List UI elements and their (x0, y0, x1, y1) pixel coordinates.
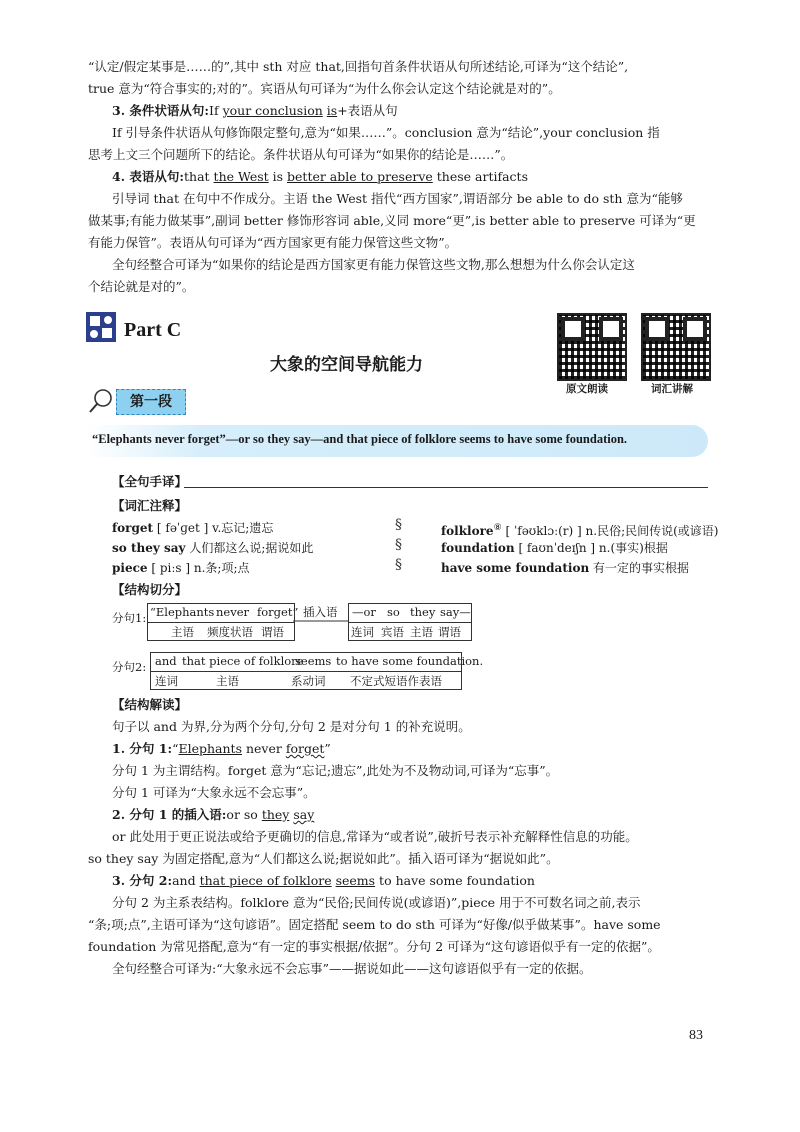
clause1-label: 分句1: (112, 611, 147, 625)
analysis-summary: 全句经整合可译为:“大象永远不会忘事”——据说如此——这句谚语似乎有一定的依据。 (112, 961, 592, 976)
analysis-text-1b: 分句 1 可译为“大象永远不会忘事”。 (112, 785, 316, 800)
predicative-text-1: 引导词 that 在句中不作成分。主语 the West 指代“西方国家”,谓语部分 be able to do sth 意为“能够 (112, 191, 683, 206)
clause1-word: “Elephants (150, 605, 215, 619)
insert-role: 谓语 (438, 625, 461, 639)
intro-line-1: “认定/假定某事是……的”,其中 sth 对应 that,回指句首条件状语从句所述结论,可译为“这个结论”, (88, 59, 629, 74)
paragraph-badge: 第一段 (116, 389, 186, 415)
intro-line-2: true 意为“符合事实的;对的”。宾语从句可译为“为什么你会认定这个结论就是对的”。 (88, 81, 561, 96)
insert-word: so (387, 605, 400, 619)
insert-word: say— (440, 605, 471, 619)
analysis-text-2a: or 此处用于更正说法或给予更确切的信息,常译为“或者说”,破折号表示补充解释性信息的功能。 (112, 829, 638, 844)
clause2-label: 分句2: (112, 660, 147, 674)
insert-word: —or (352, 605, 376, 619)
clause1-word: never (216, 605, 250, 619)
insert-role: 主语 (410, 625, 433, 639)
target-sentence: “Elephants never forget”—or so they say—and that piece of folklore seems to have some foundation. (92, 432, 628, 446)
page-title: 大象的空间导航能力 (270, 355, 423, 375)
insert-role: 连词 (351, 625, 374, 639)
clause1-role: 频度状语 (207, 625, 253, 639)
clause2-role: 连词 (155, 674, 178, 688)
clause1-word: forget” (257, 605, 299, 619)
conditional-text-1: If 引导条件状语从句修饰限定整句,意为“如果……”。conclusion 意为“结论”,your conclusion 指 (112, 125, 660, 140)
summary-text-1: 全句经整合可译为“如果你的结论是西方国家更有能力保管这些文物,那么想想为什么你会认定这 (112, 257, 635, 272)
clause2-role: 不定式短语作表语 (350, 674, 442, 688)
analysis-intro: 句子以 and 为界,分为两个分句,分句 2 是对分句 1 的补充说明。 (112, 719, 471, 734)
section-vocab: 【词汇注释】 (112, 498, 188, 513)
puzzle-icon (84, 310, 118, 344)
analysis-text-2b: so they say 为固定搭配,意为“人们都这么说;据说如此”。插入语可译为“据说如此”。 (88, 851, 559, 866)
vocab-item: piece [ piːs ] n.条;项;点 (112, 561, 250, 575)
heading-conditional-clause: 3. 条件状语从句:If your conclusion is+表语从句 (112, 103, 398, 118)
analysis-heading-3: 3. 分句 2:and that piece of folklore seems to have some foundation (112, 873, 535, 888)
qr-label-reading: 原文朗读 (566, 383, 608, 395)
vocab-item: so they say 人们都这么说;据说如此 (112, 541, 314, 555)
analysis-text-3a: 分句 2 为主系表结构。folklore 意为“民俗;民间传说(或谚语)”,piece 用于不可数名词之前,表示 (112, 895, 641, 910)
part-label: Part C (124, 319, 182, 341)
predicative-text-3: 有能力保管”。表语从句可译为“西方国家更有能力保管这些文物”。 (88, 235, 458, 250)
wavy-divider: § § § (395, 517, 402, 573)
analysis-text-3b: “条;项;点”,主语可译为“这句谚语”。固定搭配 seem to do sth 可译为“好像/似乎做某事”。have some (88, 917, 661, 932)
analysis-text-3c: foundation 为常见搭配,意为“有一定的事实根据/依据”。分句 2 可译为“这句谚语似乎有一定的依据”。 (88, 939, 660, 954)
section-analysis: 【结构解读】 (112, 697, 188, 712)
qr-label-vocab: 词汇讲解 (651, 383, 693, 395)
clause2-word: and (155, 654, 177, 668)
insert-role: 宾语 (381, 625, 404, 639)
clause2-role: 主语 (216, 674, 239, 688)
insert-word: they (410, 605, 436, 619)
section-translation: 【全句手译】 (112, 474, 188, 489)
analysis-heading-1: 1. 分句 1:“Elephants never forget” (112, 741, 331, 756)
conditional-text-2: 思考上文三个问题所下的结论。条件状语从句可译为“如果你的结论是……”。 (88, 147, 514, 162)
clause1-role: 主语 (171, 625, 194, 639)
clause2-word: seems (295, 654, 332, 668)
summary-text-2: 个结论就是对的”。 (88, 279, 195, 294)
connector-arrow (293, 617, 349, 625)
qr-code-vocab[interactable] (641, 313, 711, 381)
predicative-text-2: 做某事;有能力做某事”,副词 better 修饰形容词 able,义同 more“更”,is better able to preserve 可译为“更 (88, 213, 696, 228)
magnifier-icon (86, 386, 116, 416)
qr-code-reading[interactable] (557, 313, 627, 381)
analysis-text-1a: 分句 1 为主谓结构。forget 意为“忘记;遗忘”,此处为不及物动词,可译为“忘事”。 (112, 763, 559, 778)
insert-label: 插入语 (303, 605, 338, 619)
vocab-item: forget [ fəˈɡet ] v.忘记;遗忘 (112, 521, 274, 535)
analysis-heading-2: 2. 分句 1 的插入语:or so they say (112, 807, 315, 822)
translation-line[interactable] (184, 487, 708, 488)
heading-predicative-clause: 4. 表语从句:that the West is better able to preserve these artifacts (112, 169, 528, 184)
clause2-word: to have some foundation. (336, 654, 484, 668)
clause1-role: 谓语 (261, 625, 284, 639)
section-structure: 【结构切分】 (112, 582, 188, 597)
vocab-item: have some foundation 有一定的事实根据 (441, 561, 690, 575)
page-number: 83 (689, 1028, 703, 1043)
vocab-item: foundation [ faʊnˈdeɪʃn ] n.(事实)根据 (441, 541, 668, 555)
vocab-item: folklore⑧ [ ˈfəʊklɔː(r) ] n.民俗;民间传说(或谚语) (441, 523, 719, 538)
clause2-word: that piece of folklore (182, 654, 304, 668)
clause2-role: 系动词 (291, 674, 326, 688)
